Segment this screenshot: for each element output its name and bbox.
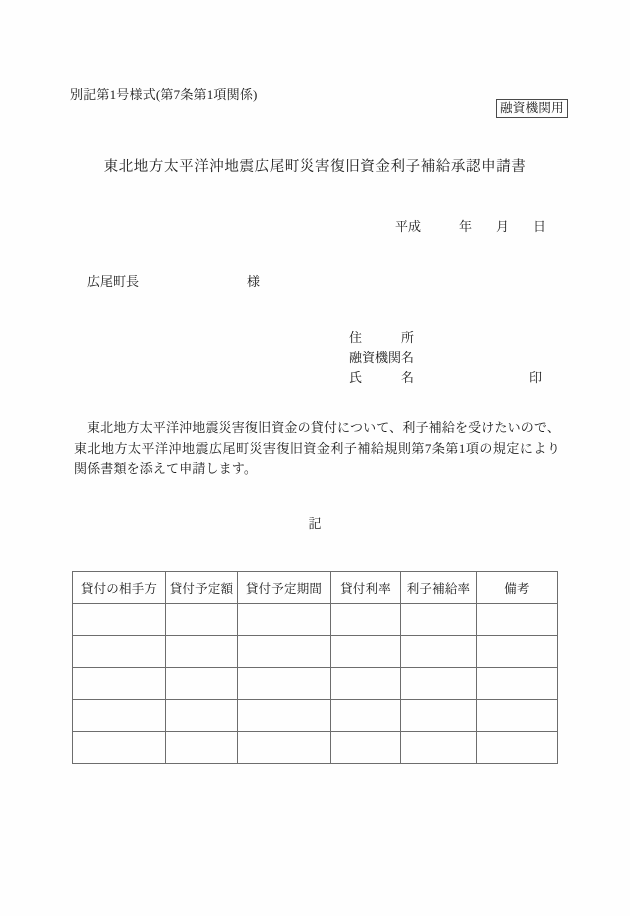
cell-subsidy-rate[interactable] <box>401 700 477 732</box>
date-line <box>395 216 546 235</box>
table-row <box>73 668 558 700</box>
applicant-institution-row <box>349 348 414 368</box>
table-row <box>73 604 558 636</box>
table-header-row <box>73 572 558 604</box>
cell-subsidy-rate[interactable] <box>401 636 477 668</box>
cell-remarks[interactable] <box>477 636 558 668</box>
addressee-name: 広尾町長 <box>87 274 140 289</box>
column-header-borrower: 貸付の相手方 <box>73 572 166 604</box>
month-unit-label: 月 <box>496 219 510 234</box>
column-header-remarks: 備考 <box>477 572 558 604</box>
column-header-loan-rate: 貸付利率 <box>331 572 401 604</box>
loan-details-table-wrapper <box>72 571 557 764</box>
seal-mark-label: 印 <box>529 370 543 385</box>
applicant-address-row <box>349 328 414 348</box>
cell-loan-rate[interactable] <box>331 604 401 636</box>
body-paragraph: 東北地方太平洋沖地震災害復旧資金の貸付について、利子補給を受けたいので、東北地方太平洋沖地震広尾町災害復旧資金利子補給規則第7条第1項の規定により関係書類を添えて申請します。 <box>74 420 560 476</box>
year-unit-label: 年 <box>459 219 473 234</box>
cell-planned-period[interactable] <box>238 700 331 732</box>
cell-planned-period[interactable] <box>238 636 331 668</box>
cell-borrower[interactable] <box>73 636 166 668</box>
cell-remarks[interactable] <box>477 668 558 700</box>
cell-planned-period[interactable] <box>238 668 331 700</box>
cell-loan-rate[interactable] <box>331 700 401 732</box>
cell-loan-rate[interactable] <box>331 732 401 764</box>
cell-remarks[interactable] <box>477 604 558 636</box>
applicant-name-label: 氏 名 <box>349 370 415 385</box>
cell-loan-rate[interactable] <box>331 668 401 700</box>
cell-remarks[interactable] <box>477 732 558 764</box>
cell-borrower[interactable] <box>73 668 166 700</box>
applicant-block <box>349 328 543 388</box>
cell-planned-amount[interactable] <box>166 700 238 732</box>
cell-planned-amount[interactable] <box>166 732 238 764</box>
cell-remarks[interactable] <box>477 700 558 732</box>
applicant-name-row <box>349 368 543 388</box>
document-title: 東北地方太平洋沖地震広尾町災害復旧資金利子補給承認申請書 <box>103 159 527 175</box>
cell-borrower[interactable] <box>73 700 166 732</box>
cell-planned-amount[interactable] <box>166 604 238 636</box>
addressee-line <box>87 271 260 290</box>
loan-details-table <box>72 571 558 764</box>
form-number-label: 別記第1号様式(第7条第1項関係) <box>70 87 258 102</box>
table-row <box>73 700 558 732</box>
column-header-planned-period: 貸付予定期間 <box>238 572 331 604</box>
column-header-subsidy-rate: 利子補給率 <box>401 572 477 604</box>
department-use-box: 融資機関用 <box>496 99 568 118</box>
cell-planned-period[interactable] <box>238 732 331 764</box>
applicant-institution-label: 融資機関名 <box>349 350 415 365</box>
cell-planned-amount[interactable] <box>166 636 238 668</box>
cell-subsidy-rate[interactable] <box>401 668 477 700</box>
ki-marker: 記 <box>308 516 322 531</box>
table-body <box>73 604 558 764</box>
day-unit-label: 日 <box>533 219 547 234</box>
addressee-honorific: 様 <box>247 274 261 289</box>
cell-subsidy-rate[interactable] <box>401 604 477 636</box>
cell-loan-rate[interactable] <box>331 636 401 668</box>
applicant-address-label: 住 所 <box>349 330 415 345</box>
table-row <box>73 732 558 764</box>
cell-subsidy-rate[interactable] <box>401 732 477 764</box>
column-header-planned-amount: 貸付予定額 <box>166 572 238 604</box>
table-row <box>73 636 558 668</box>
cell-planned-period[interactable] <box>238 604 331 636</box>
era-label: 平成 <box>395 219 422 234</box>
cell-borrower[interactable] <box>73 604 166 636</box>
cell-borrower[interactable] <box>73 732 166 764</box>
cell-planned-amount[interactable] <box>166 668 238 700</box>
